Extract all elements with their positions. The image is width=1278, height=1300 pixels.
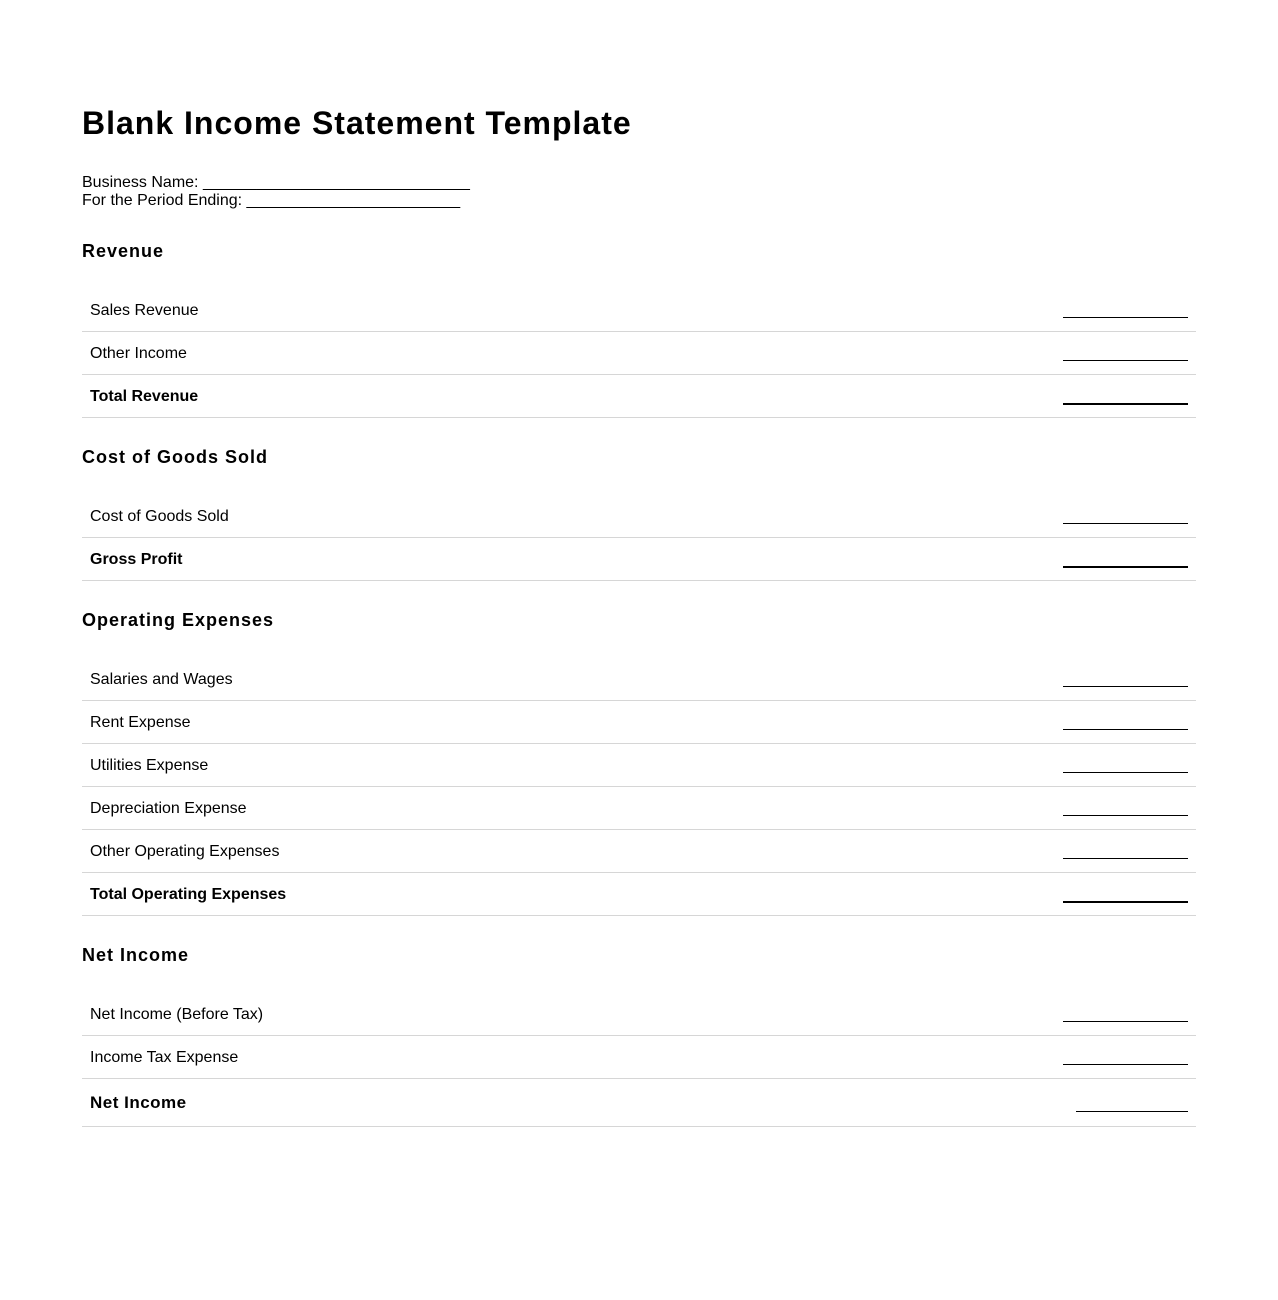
amount-blank <box>1063 317 1188 318</box>
amount-blank <box>1063 686 1188 687</box>
line-item-salaries-and-wages <box>82 658 1196 701</box>
line-item-income-tax-expense <box>82 1036 1196 1079</box>
line-item-label: Income Tax Expense <box>90 1049 239 1066</box>
amount-blank <box>1076 1111 1188 1112</box>
line-item-label: Net Income (Before Tax) <box>90 1006 264 1023</box>
line-item-label: Rent Expense <box>90 714 191 731</box>
line-item-label: Depreciation Expense <box>90 800 247 817</box>
net-income-section <box>82 944 1196 1127</box>
amount-blank <box>1063 772 1188 773</box>
amount-blank <box>1063 815 1188 816</box>
net-income-rows <box>82 993 1196 1127</box>
amount-blank <box>1063 523 1188 524</box>
cogs-rows <box>82 495 1196 581</box>
amount-blank <box>1063 566 1188 568</box>
total-row-total-revenue <box>82 375 1196 418</box>
total-label: Gross Profit <box>90 551 183 568</box>
line-item-net-income-before-tax <box>82 993 1196 1036</box>
line-item-depreciation-expense <box>82 787 1196 830</box>
line-item-label: Other Operating Expenses <box>90 843 280 860</box>
line-item-label: Salaries and Wages <box>90 671 233 688</box>
line-item-sales-revenue <box>82 289 1196 332</box>
page-title: Blank Income Statement Template <box>82 105 632 141</box>
amount-blank <box>1063 858 1188 859</box>
line-item-label: Utilities Expense <box>90 757 209 774</box>
period-ending-field: For the Period Ending: ________________________ <box>82 192 461 209</box>
line-item-label: Cost of Goods Sold <box>90 508 229 525</box>
line-item-rent-expense <box>82 701 1196 744</box>
amount-blank <box>1063 1064 1188 1065</box>
statement-header-fields <box>82 174 470 210</box>
line-item-other-operating-expenses <box>82 830 1196 873</box>
line-item-label: Sales Revenue <box>90 302 199 319</box>
section-title-operating-expenses: Operating Expenses <box>82 610 275 630</box>
amount-blank <box>1063 403 1188 405</box>
line-item-cost-of-goods-sold <box>82 495 1196 538</box>
section-title-revenue: Revenue <box>82 241 165 261</box>
total-row-gross-profit <box>82 538 1196 581</box>
revenue-rows <box>82 289 1196 418</box>
revenue-section <box>82 240 1196 418</box>
line-item-other-income <box>82 332 1196 375</box>
amount-blank <box>1063 360 1188 361</box>
section-title-cogs: Cost of Goods Sold <box>82 447 268 467</box>
total-label: Net Income <box>90 1093 187 1112</box>
total-label: Total Revenue <box>90 388 199 405</box>
amount-blank <box>1063 1021 1188 1022</box>
total-label: Total Operating Expenses <box>90 886 287 903</box>
section-title-net-income: Net Income <box>82 945 190 965</box>
operating-expenses-section <box>82 609 1196 916</box>
amount-blank <box>1063 729 1188 730</box>
line-item-label: Other Income <box>90 345 187 362</box>
amount-blank <box>1063 901 1188 903</box>
cogs-section <box>82 446 1196 581</box>
operating-expenses-rows <box>82 658 1196 916</box>
business-name-field: Business Name: ______________________________ <box>82 174 470 191</box>
total-row-net-income <box>82 1079 1196 1127</box>
total-row-total-operating-expenses <box>82 873 1196 916</box>
line-item-utilities-expense <box>82 744 1196 787</box>
